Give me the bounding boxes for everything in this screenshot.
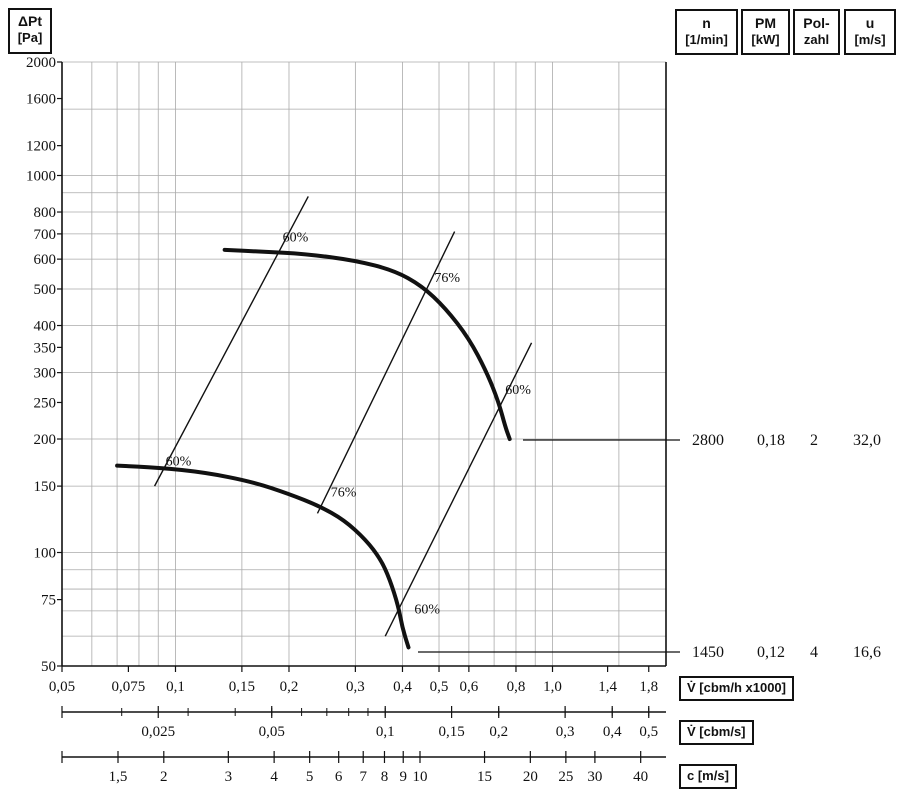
x3-tick-label: 4 xyxy=(270,769,278,785)
y-axis-label-box xyxy=(8,8,52,54)
y-tick-label: 300 xyxy=(33,365,56,382)
efficiency-label: 76% xyxy=(330,485,357,501)
y-tick-label: 400 xyxy=(33,318,56,335)
y-tick-label: 700 xyxy=(33,226,56,243)
x3-tick-label: 20 xyxy=(522,769,538,785)
x2-tick-label: 0,025 xyxy=(141,724,176,740)
x2-tick-label: 0,1 xyxy=(375,724,395,740)
x1-tick-label: 0,5 xyxy=(429,679,449,695)
header-n-line2: [1/min] xyxy=(685,32,728,47)
x2-tick-label: 0,5 xyxy=(639,724,659,740)
x2-tick-label: 0,05 xyxy=(258,724,285,740)
x1-axis-label: V̇ [cbm/h x1000] xyxy=(679,676,794,701)
row-value-u: 32,0 xyxy=(853,432,881,449)
y-axis-label-line1: ΔPt xyxy=(17,13,43,29)
fan-curve-1450 xyxy=(117,466,408,648)
x3-tick-label: 25 xyxy=(558,769,574,785)
efficiency-label: 60% xyxy=(165,454,192,470)
y-tick-label: 800 xyxy=(33,205,56,222)
x3-tick-label: 5 xyxy=(305,769,314,785)
header-n-box xyxy=(675,9,738,55)
efficiency-label: 76% xyxy=(434,271,461,287)
y-tick-label: 1600 xyxy=(26,91,56,108)
y-tick-label: 1000 xyxy=(26,168,56,185)
row-value-pol: 2 xyxy=(810,432,818,449)
row-value-u: 16,6 xyxy=(853,644,881,661)
y-tick-label: 200 xyxy=(33,432,56,449)
x1-tick-label: 0,2 xyxy=(279,679,299,695)
y-tick-label: 600 xyxy=(33,252,56,269)
x3-tick-label: 15 xyxy=(477,769,493,785)
x2-tick-label: 0,2 xyxy=(489,724,509,740)
x2-tick-label: 0,4 xyxy=(602,724,622,740)
row-value-pm: 0,12 xyxy=(757,644,785,661)
row-value-pol: 4 xyxy=(810,644,818,661)
efficiency-label: 60% xyxy=(505,383,531,399)
y-tick-label: 2000 xyxy=(26,55,56,71)
x1-tick-label: 0,1 xyxy=(166,679,185,695)
row-value-pm: 0,18 xyxy=(757,432,785,449)
x1-tick-label: 0,075 xyxy=(111,679,146,695)
row-value-n: 2800 xyxy=(692,432,724,449)
x1-tick-label: 1,0 xyxy=(543,679,562,695)
x3-tick-label: 3 xyxy=(224,769,233,785)
x3-tick-label: 30 xyxy=(587,769,603,785)
header-u-line2: [m/s] xyxy=(854,32,886,47)
y-tick-label: 250 xyxy=(33,395,56,412)
header-pol-box xyxy=(793,9,840,55)
x3-axis-label: c [m/s] xyxy=(679,764,737,789)
efficiency-label: 60% xyxy=(414,602,441,618)
x3-tick-label: 1,5 xyxy=(108,769,128,785)
y-tick-label: 1200 xyxy=(26,138,56,155)
y-tick-label: 100 xyxy=(33,545,56,562)
efficiency-label: 60% xyxy=(282,230,309,246)
y-tick-label: 150 xyxy=(33,479,56,496)
x2-axis-label: V̇ [cbm/s] xyxy=(679,720,754,745)
row-value-n: 1450 xyxy=(692,644,724,661)
x1-tick-label: 1,4 xyxy=(598,679,617,695)
header-pm-line2: [kW] xyxy=(751,32,780,47)
x1-tick-label: 1,8 xyxy=(639,679,659,695)
x1-tick-label: 0,8 xyxy=(506,679,526,695)
x2-tick-label: 0,3 xyxy=(555,724,575,740)
x3-tick-label: 6 xyxy=(334,769,343,785)
x2-tick-label: 0,15 xyxy=(438,724,465,740)
x1-tick-label: 0,05 xyxy=(48,679,76,695)
header-pol-line1: Pol- xyxy=(803,15,830,31)
header-n-line1: n xyxy=(702,15,711,31)
x3-tick-label: 8 xyxy=(380,769,389,785)
header-pol-line2: zahl xyxy=(803,32,830,47)
x3-tick-label: 7 xyxy=(359,769,367,785)
header-pm-line1: PM xyxy=(755,15,776,31)
header-u-box xyxy=(844,9,896,55)
x1-tick-label: 0,4 xyxy=(393,679,412,695)
header-pm-box xyxy=(741,9,790,55)
x3-tick-label: 9 xyxy=(399,769,407,785)
x3-tick-label: 40 xyxy=(633,769,649,785)
x3-tick-label: 10 xyxy=(412,769,428,785)
x1-tick-label: 0,3 xyxy=(345,679,365,695)
x1-tick-label: 0,6 xyxy=(459,679,479,695)
y-tick-label: 75 xyxy=(41,592,56,609)
x1-tick-label: 0,15 xyxy=(228,679,256,695)
y-axis-label-line2: [Pa] xyxy=(17,30,43,45)
y-tick-label: 50 xyxy=(41,659,56,675)
y-tick-label: 500 xyxy=(33,281,56,298)
header-u-line1: u xyxy=(865,15,875,31)
y-tick-label: 350 xyxy=(33,340,56,357)
x3-tick-label: 2 xyxy=(160,769,168,785)
